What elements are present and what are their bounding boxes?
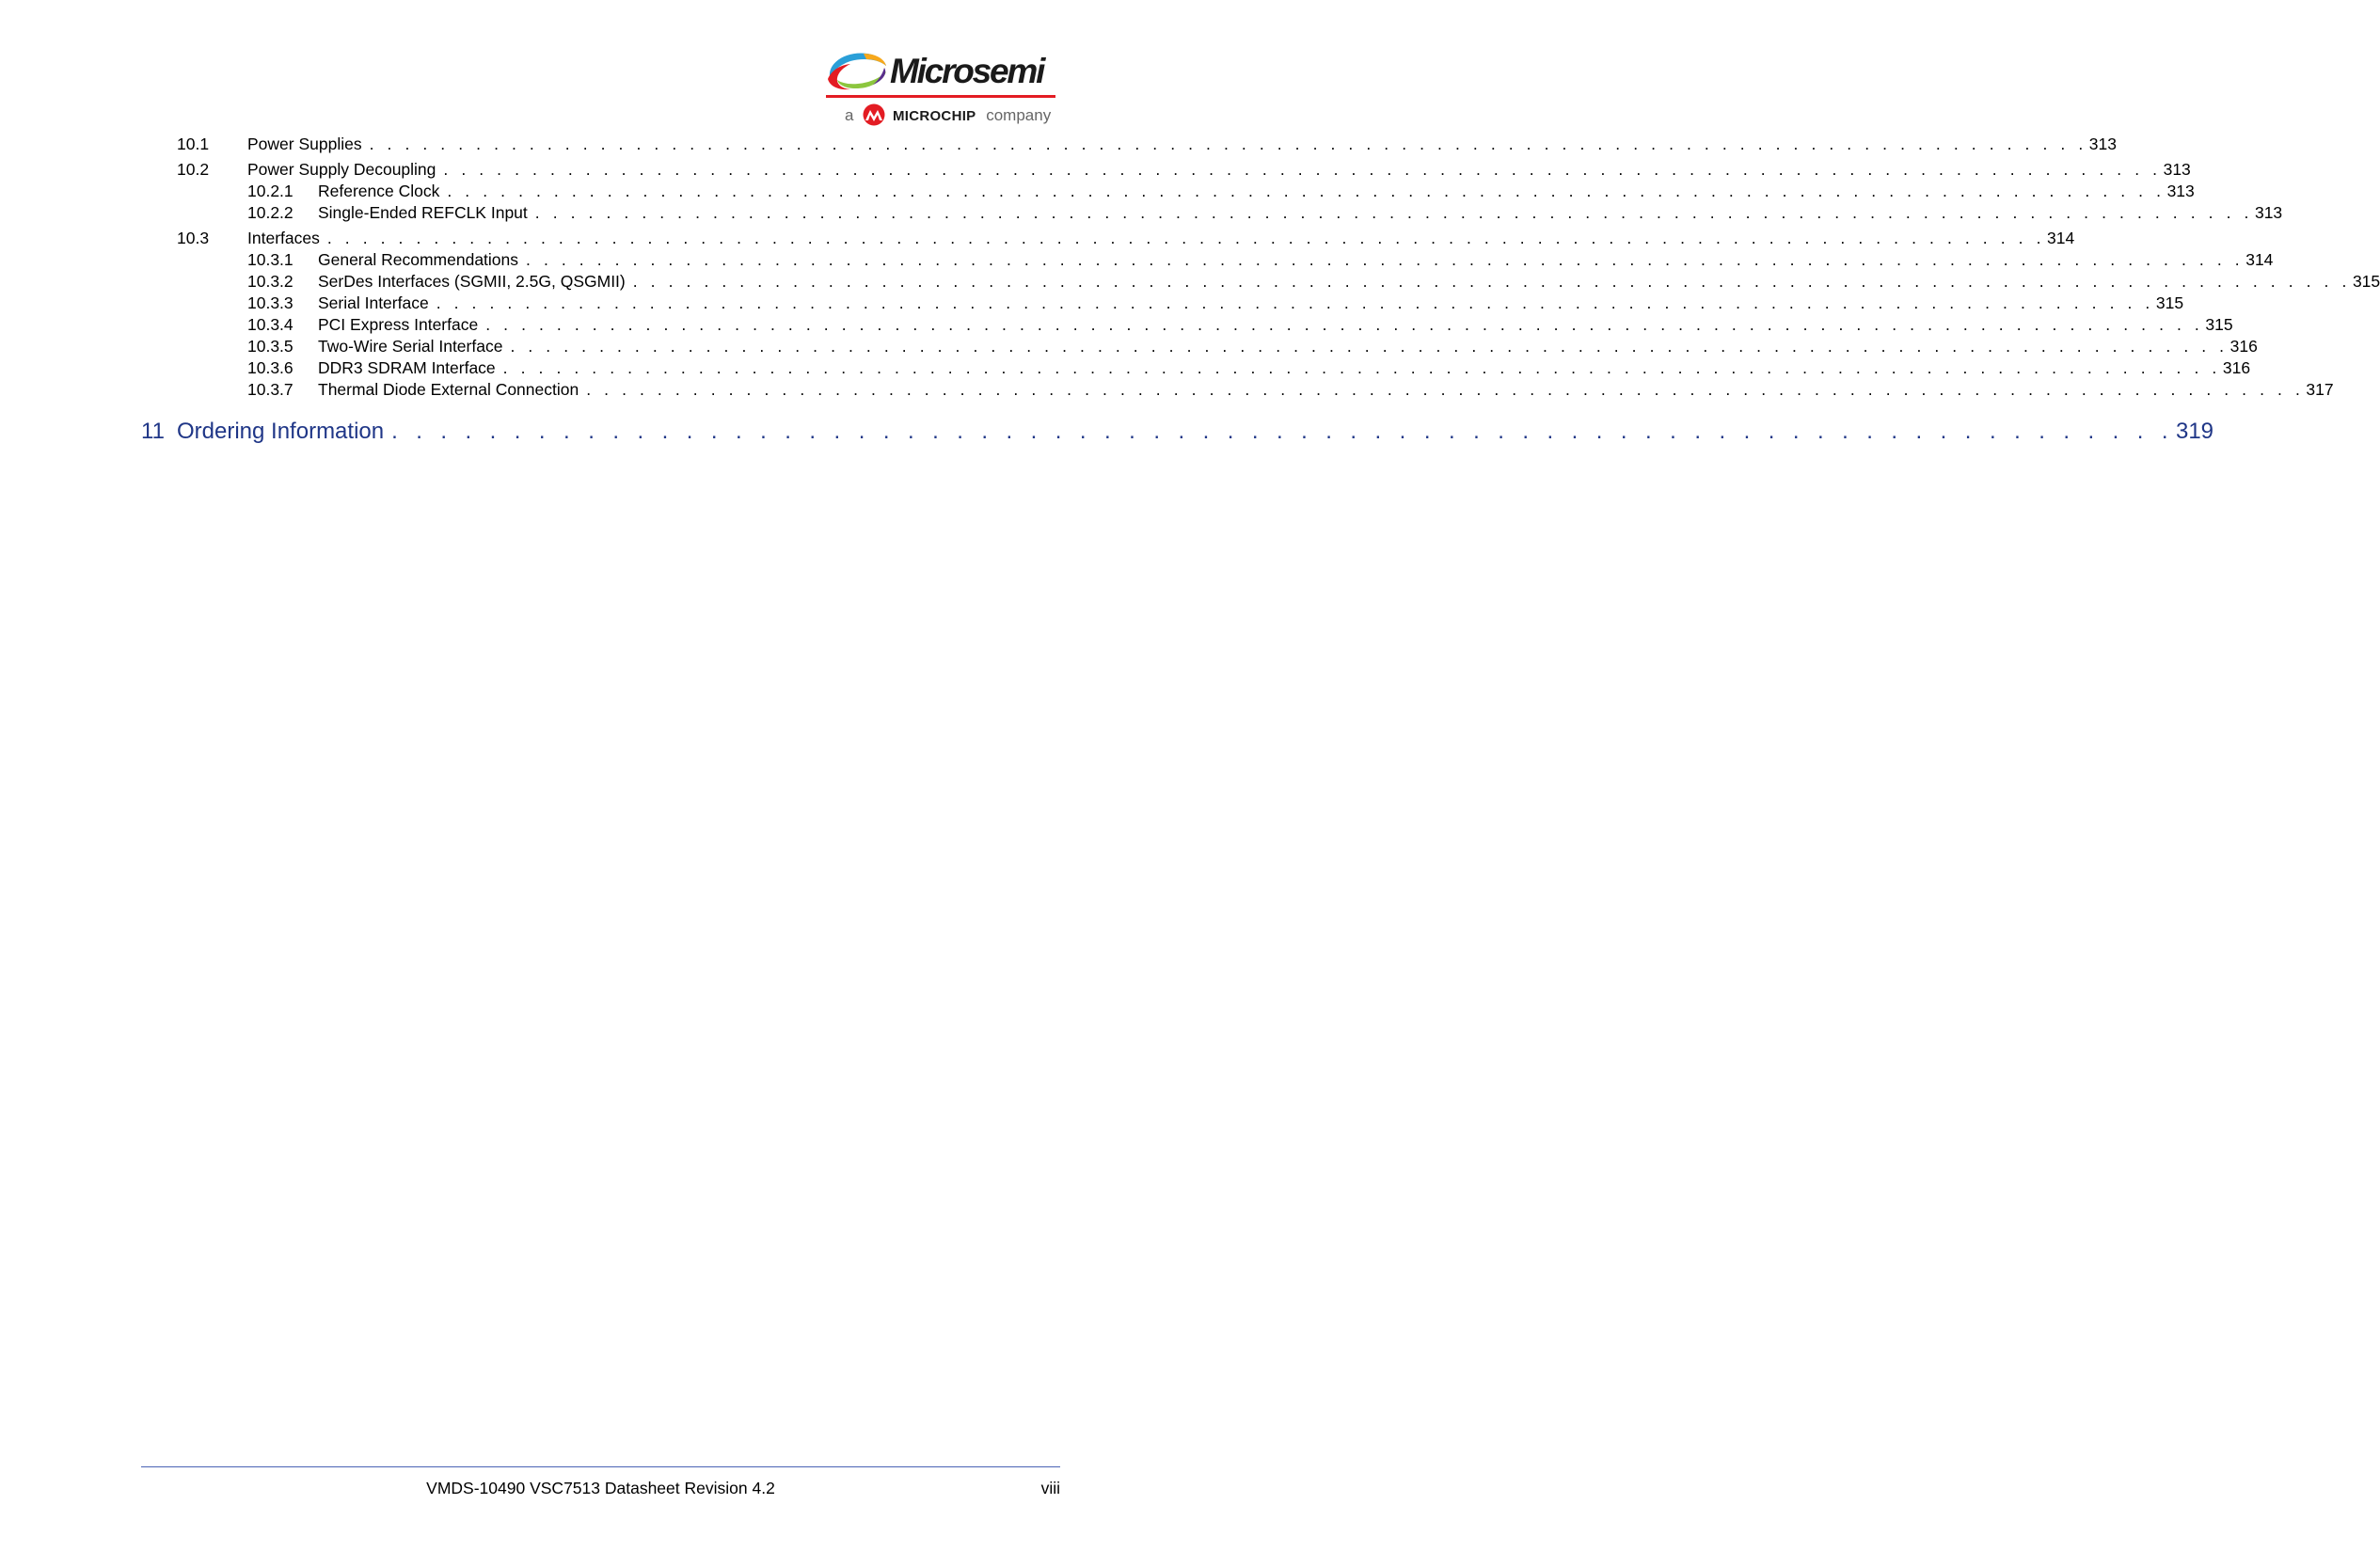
logo-brand-text: Microsemi xyxy=(890,52,1044,90)
toc-entry-title: Thermal Diode External Connection xyxy=(318,379,586,400)
toc-entry[interactable] xyxy=(247,357,2251,378)
footer-rule xyxy=(141,1466,1060,1467)
toc-entry-number: 10.3.7 xyxy=(247,380,294,399)
toc-entry-page: 317 xyxy=(2306,380,2334,399)
toc-entry-page: 314 xyxy=(2047,229,2075,247)
toc-dot-leader: . . . . . . . . . . . . . . . . . . . . . . . . . . . . . . . . . . . . . . . . . . . . . . . . . . . . . . . . . . . . . . . . . . . . . . . . . . . . . . . . . . . . . . . . . . . . . . . . . xyxy=(632,272,2351,291)
toc-entry-page: 313 xyxy=(2088,135,2117,153)
toc-entry-number: 10.3.5 xyxy=(247,337,294,356)
toc-dot-leader: . . . . . . . . . . . . . . . . . . . . . . . . . . . . . . . . . . . . . . . . . . . . . . . . . . . . . . . . . . . . . . . . . . . . . . . . . . . . . . . . . . . . . . . . . . . . . . . . . xyxy=(436,293,2154,312)
toc-entry[interactable] xyxy=(247,336,2258,356)
toc-entry-title: Single-Ended REFCLK Input xyxy=(318,202,535,223)
toc-chapter-page: 319 xyxy=(2175,419,2214,444)
toc-entry[interactable] xyxy=(247,202,2283,223)
toc-entry-page: 313 xyxy=(2254,203,2283,222)
toc-entry-title: Serial Interface xyxy=(318,293,436,313)
toc-dot-leader: . . . . . . . . . . . . . . . . . . . . . . . . . . . . . . . . . . . . . . . . . . . . . . . . . . . . . . . . . . . . . . . . . . . . . . . . . . . . . . . . . . . . . . . . . . . . . . . . . xyxy=(526,250,2245,269)
toc-entry[interactable] xyxy=(177,159,2191,180)
toc-dot-leader: . . . . . . . . . . . . . . . . . . . . . . . . . . . . . . . . . . . . . . . . . . . . . . . . . . . . . . . . . . . . . . . . . . . . . . . . . . . . . . . . . . . . . . . . . . . . . . . . . xyxy=(447,182,2166,200)
toc-entry-page: 315 xyxy=(2205,315,2233,334)
toc-entry[interactable] xyxy=(247,379,2334,400)
microsemi-swoosh-icon xyxy=(826,49,888,92)
toc-entry-number: 10.2.1 xyxy=(247,182,294,200)
toc-dot-leader: . . . . . . . . . . . . . . . . . . . . . . . . . . . . . . . . . . . . . . . . . . . . . . . . . . . . . . . . . . . . . . . . . . . . . . . . . . . . . . . . . . . . . . . . . . . . . . . . . xyxy=(510,337,2229,356)
toc-entry-number: 10.3.6 xyxy=(247,358,294,377)
toc-entry-page: 316 xyxy=(2229,337,2258,356)
toc-entry-title: Interfaces xyxy=(247,228,327,248)
toc-entry[interactable] xyxy=(247,293,2184,313)
logo-sub-prefix: a xyxy=(845,106,854,124)
microsemi-logo xyxy=(826,49,1055,128)
toc-entry-page: 313 xyxy=(2163,160,2191,179)
toc-entry-number: 10.3.1 xyxy=(247,250,294,269)
toc-entry-page: 315 xyxy=(2155,293,2184,312)
toc-entry[interactable] xyxy=(177,228,2075,248)
toc-entry-number: 10.3.3 xyxy=(247,293,294,312)
toc-dot-leader: . . . . . . . . . . . . . . . . . . . . . . . . . . . . . . . . . . . . . . . . . . . . . . . . . . . . . . . . . . . . . . . . . . . . . . . . . xyxy=(391,419,2174,444)
logo-sub-suffix: company xyxy=(986,106,1052,124)
toc-entry-number: 10.3.4 xyxy=(247,315,294,334)
toc-entry-number: 10.2.2 xyxy=(247,203,294,222)
microchip-mark-icon xyxy=(862,103,886,126)
logo-sub-company: MICROCHIP xyxy=(892,108,976,124)
toc-entry-title: Power Supply Decoupling xyxy=(247,159,443,180)
toc-entry[interactable] xyxy=(177,134,2117,154)
footer-page-number: viii xyxy=(1040,1479,1060,1497)
toc-dot-leader: . . . . . . . . . . . . . . . . . . . . . . . . . . . . . . . . . . . . . . . . . . . . . . . . . . . . . . . . . . . . . . . . . . . . . . . . . . . . . . . . . . . . . . . . . . . . . . . . . xyxy=(534,203,2253,222)
toc-entry-page: 313 xyxy=(2166,182,2195,200)
logo-red-rule xyxy=(826,95,1055,98)
toc-entry-number: 10.1 xyxy=(177,135,210,153)
toc-chapter-entry[interactable] xyxy=(141,418,2214,446)
toc-entry-number: 10.2 xyxy=(177,160,210,179)
toc-entry-number: 10.3.2 xyxy=(247,272,294,291)
toc-dot-leader: . . . . . . . . . . . . . . . . . . . . . . . . . . . . . . . . . . . . . . . . . . . . . . . . . . . . . . . . . . . . . . . . . . . . . . . . . . . . . . . . . . . . . . . . . . . . . . . . . xyxy=(502,358,2221,377)
toc-entry-number: 10.3 xyxy=(177,229,210,247)
toc-entry-title: SerDes Interfaces (SGMII, 2.5G, QSGMII) xyxy=(318,271,633,292)
footer-document-title: VMDS-10490 VSC7513 Datasheet Revision 4.2 xyxy=(426,1479,775,1497)
toc-dot-leader: . . . . . . . . . . . . . . . . . . . . . . . . . . . . . . . . . . . . . . . . . . . . . . . . . . . . . . . . . . . . . . . . . . . . . . . . . . . . . . . . . . . . . . . . . . . . . . . . . xyxy=(369,135,2087,153)
toc-entry[interactable] xyxy=(247,314,2233,335)
toc-entry-title: General Recommendations xyxy=(318,249,526,270)
toc-dot-leader: . . . . . . . . . . . . . . . . . . . . . . . . . . . . . . . . . . . . . . . . . . . . . . . . . . . . . . . . . . . . . . . . . . . . . . . . . . . . . . . . . . . . . . . . . . . . . . . . . xyxy=(326,229,2046,247)
toc-entry-title: Two-Wire Serial Interface xyxy=(318,336,510,356)
toc-entry-title: DDR3 SDRAM Interface xyxy=(318,357,503,378)
toc-entry[interactable] xyxy=(247,181,2195,201)
toc-entry-page: 314 xyxy=(2245,250,2274,269)
toc-entry[interactable] xyxy=(247,271,2380,292)
toc-entry-page: 316 xyxy=(2222,358,2251,377)
toc-entry-title: Power Supplies xyxy=(247,134,370,154)
toc-entry-title: PCI Express Interface xyxy=(318,314,485,335)
toc-dot-leader: . . . . . . . . . . . . . . . . . . . . . . . . . . . . . . . . . . . . . . . . . . . . . . . . . . . . . . . . . . . . . . . . . . . . . . . . . . . . . . . . . . . . . . . . . . . . . . . . . xyxy=(485,315,2204,334)
toc-entry-page: 315 xyxy=(2352,272,2380,291)
logo-subtitle xyxy=(845,103,1051,124)
toc-chapter-title: Ordering Information xyxy=(177,418,391,446)
toc-chapter-number: 11 xyxy=(141,419,165,444)
toc-dot-leader: . . . . . . . . . . . . . . . . . . . . . . . . . . . . . . . . . . . . . . . . . . . . . . . . . . . . . . . . . . . . . . . . . . . . . . . . . . . . . . . . . . . . . . . . . . . . . . . . . xyxy=(586,380,2305,399)
toc-entry-title: Reference Clock xyxy=(318,181,447,201)
toc-dot-leader: . . . . . . . . . . . . . . . . . . . . . . . . . . . . . . . . . . . . . . . . . . . . . . . . . . . . . . . . . . . . . . . . . . . . . . . . . . . . . . . . . . . . . . . . . . . . . . . . . xyxy=(443,160,2162,179)
toc-entry[interactable] xyxy=(247,249,2274,270)
